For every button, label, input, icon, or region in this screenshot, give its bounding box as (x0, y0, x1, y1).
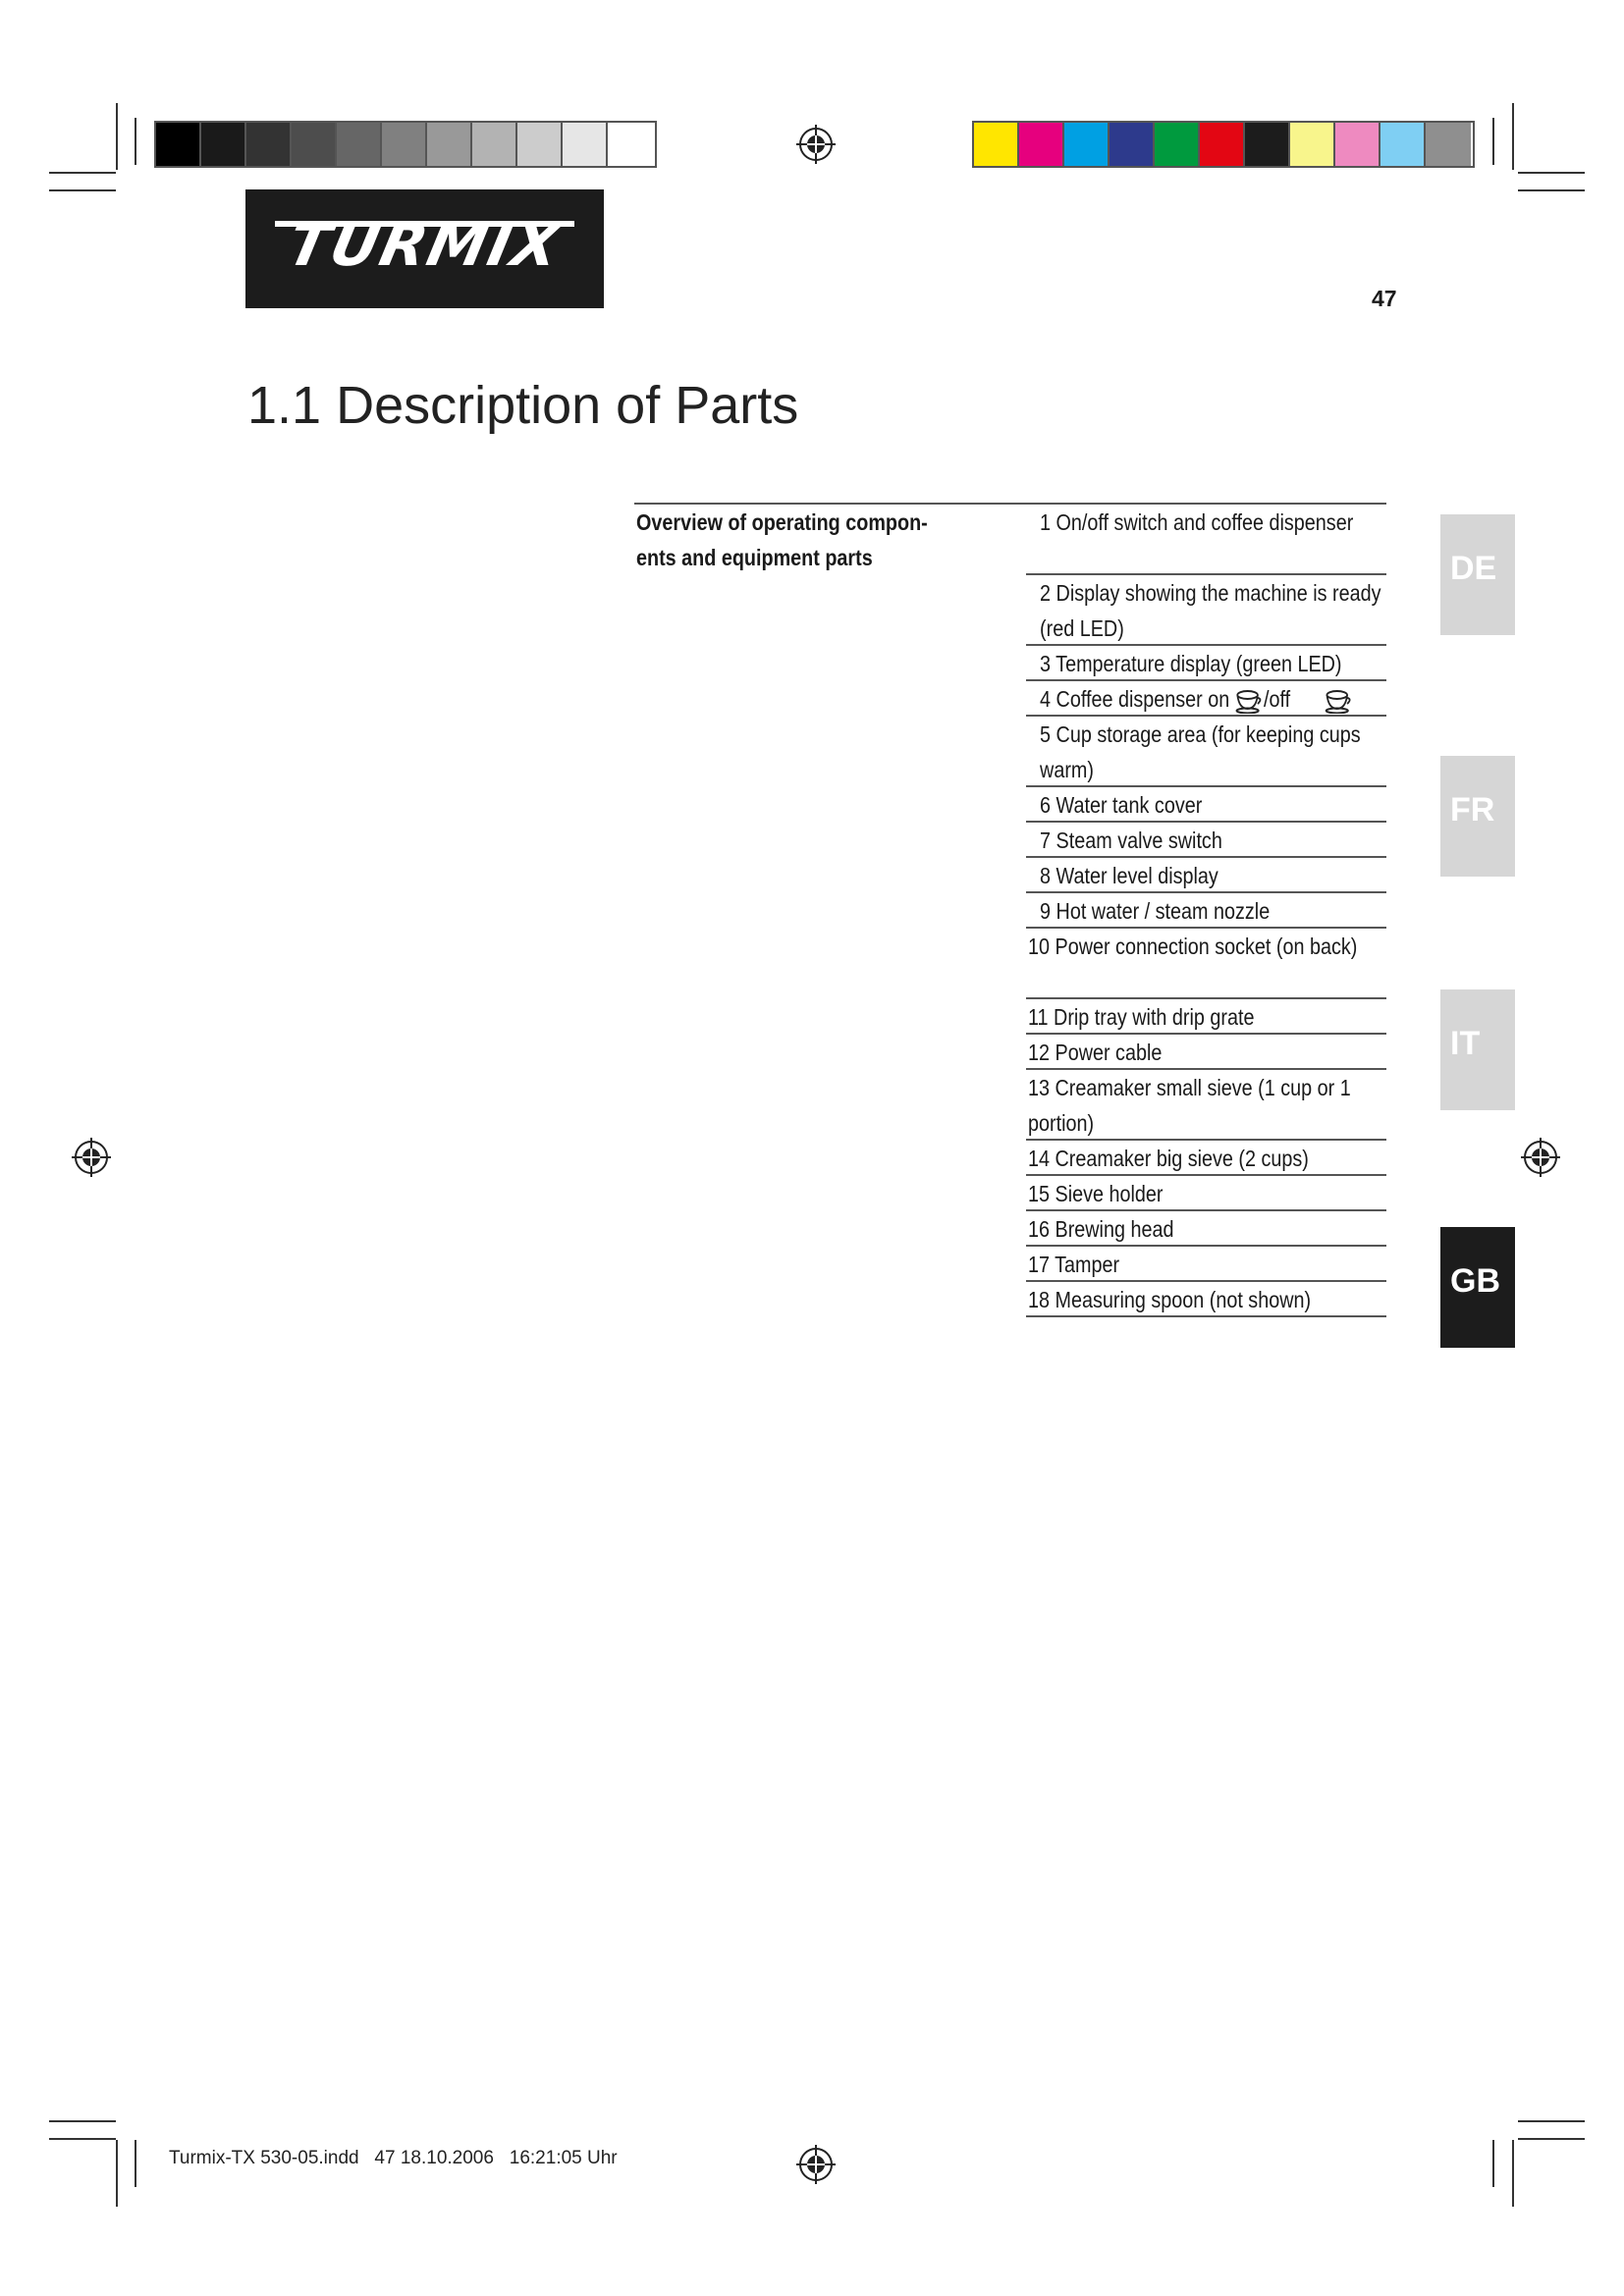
color-swatch (1245, 123, 1290, 166)
crop-mark (1518, 2120, 1585, 2122)
footer-slug: Turmix-TX 530-05.indd 47 18.10.2006 16:21:05 Uhr (169, 2148, 618, 2168)
part-row (1026, 1176, 1386, 1211)
part-row (1026, 999, 1386, 1035)
crop-mark (49, 2120, 116, 2122)
crop-mark (1518, 189, 1585, 191)
color-bar (972, 121, 1475, 168)
part-label: 8 Water level display (1040, 863, 1218, 888)
part-label: 5 Cup storage area (for keeping cups warm) (1040, 721, 1361, 782)
part-label: 11 Drip tray with drip grate (1028, 1004, 1255, 1030)
part-row (1026, 1282, 1386, 1317)
grayscale-swatch (517, 123, 563, 166)
part-label: 2 Display showing the machine is ready (red LED) (1040, 580, 1381, 641)
language-tab-gb[interactable]: GB (1440, 1227, 1515, 1348)
crop-mark (116, 103, 118, 170)
language-tab-fr[interactable]: FR (1440, 756, 1515, 877)
color-swatch (1290, 123, 1335, 166)
part-row (1026, 929, 1386, 999)
crop-mark (49, 189, 116, 191)
part-label: 16 Brewing head (1028, 1216, 1174, 1242)
part-row (1026, 823, 1386, 858)
crop-mark (1518, 2138, 1585, 2140)
part-row (1026, 787, 1386, 823)
part-row (1026, 1247, 1386, 1282)
section-heading (636, 505, 991, 575)
registration-mark-icon (71, 1137, 112, 1178)
part-row (1026, 893, 1386, 929)
part-label: 14 Creamaker big sieve (2 cups) (1028, 1146, 1309, 1171)
part-row (1026, 505, 1386, 575)
part-label: 6 Water tank cover (1040, 792, 1203, 818)
section-heading-line: ents and equipment parts (636, 545, 873, 570)
part-row (1026, 646, 1386, 681)
grayscale-swatch (201, 123, 246, 166)
crop-mark (135, 2140, 136, 2187)
parts-list (1026, 505, 1386, 1317)
page-number: 47 (1372, 286, 1397, 311)
color-swatch (974, 123, 1019, 166)
language-tab-de[interactable]: DE (1440, 514, 1515, 635)
part-row (1026, 1211, 1386, 1247)
part-label: 1 On/off switch and coffee dispenser (1040, 509, 1354, 535)
part-label: 4 Coffee dispenser on (1040, 686, 1230, 712)
registration-mark-icon (795, 124, 837, 165)
crop-mark (1512, 103, 1514, 170)
part-label: 15 Sieve holder (1028, 1181, 1164, 1206)
cup-icon (1235, 688, 1264, 714)
page-title: 1.1 Description of Parts (247, 376, 799, 435)
part-label: 9 Hot water / steam nozzle (1040, 898, 1271, 924)
color-swatch (1064, 123, 1110, 166)
part-row (1026, 681, 1386, 717)
grayscale-swatch (246, 123, 292, 166)
part-row (1026, 1141, 1386, 1176)
crop-mark (116, 2140, 118, 2207)
part-label: 10 Power connection socket (on back) (1028, 934, 1358, 959)
color-swatch (1019, 123, 1064, 166)
grayscale-swatch (563, 123, 608, 166)
color-swatch (1110, 123, 1155, 166)
grayscale-swatch (156, 123, 201, 166)
crop-mark (49, 172, 116, 174)
crop-mark (1492, 2140, 1494, 2187)
logo-text: TURMIX (281, 211, 568, 280)
part-label: 7 Steam valve switch (1040, 828, 1222, 853)
part-row (1026, 858, 1386, 893)
part-label: 18 Measuring spoon (not shown) (1028, 1287, 1312, 1312)
part-label: 17 Tamper (1028, 1252, 1120, 1277)
crop-mark (1512, 2140, 1514, 2207)
grayscale-swatch (292, 123, 337, 166)
color-swatch (1155, 123, 1200, 166)
grayscale-swatch (337, 123, 382, 166)
language-tab-it[interactable]: IT (1440, 989, 1515, 1110)
part-row (1026, 1035, 1386, 1070)
grayscale-swatch (472, 123, 517, 166)
part-label-suffix: /off (1263, 686, 1291, 712)
color-swatch (1426, 123, 1471, 166)
crop-mark (49, 2138, 116, 2140)
crop-mark (135, 118, 136, 165)
grayscale-swatch (382, 123, 427, 166)
registration-mark-icon (795, 2144, 837, 2185)
part-label: 12 Power cable (1028, 1040, 1163, 1065)
color-swatch (1380, 123, 1426, 166)
part-row (1026, 575, 1386, 646)
cup-icon (1324, 688, 1352, 714)
part-row (1026, 717, 1386, 787)
registration-mark-icon (1520, 1137, 1561, 1178)
section-heading-line: Overview of operating compon- (636, 509, 928, 535)
crop-mark (1518, 172, 1585, 174)
grayscale-swatch (427, 123, 472, 166)
part-label: 3 Temperature display (green LED) (1040, 651, 1342, 676)
part-label: 13 Creamaker small sieve (1 cup or 1 portion) (1028, 1075, 1351, 1136)
color-swatch (1200, 123, 1245, 166)
turmix-logo (245, 189, 604, 308)
grayscale-swatch (608, 123, 653, 166)
grayscale-bar (154, 121, 657, 168)
crop-mark (1492, 118, 1494, 165)
part-row (1026, 1070, 1386, 1141)
color-swatch (1335, 123, 1380, 166)
